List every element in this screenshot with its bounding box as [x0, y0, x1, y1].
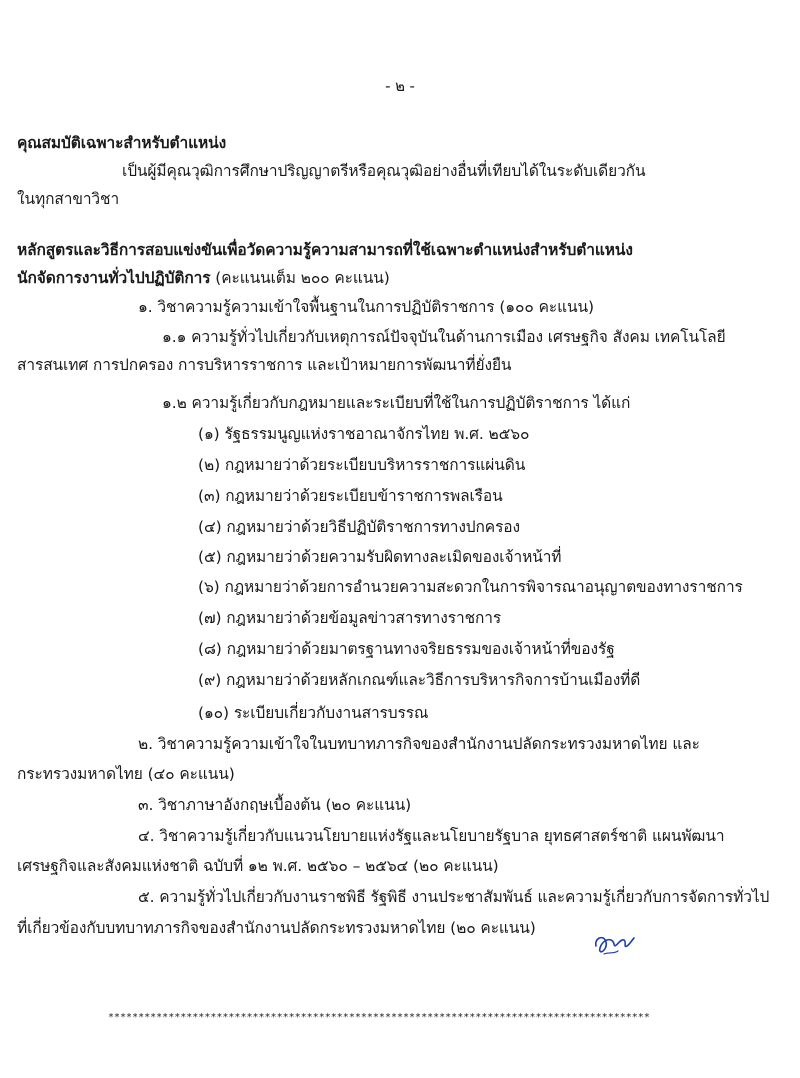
- qualification-text-line2: ในทุกสาขาวิชา: [17, 190, 120, 208]
- subject-1-1-line2: สารสนเทศ การปกครอง การบริหารราชการ และเป้าหมายการพัฒนาที่ยั่งยืน: [17, 356, 512, 374]
- subject-2-line1: ๒. วิชาความรู้ความเข้าใจในบทบาทภารกิจของสำนักงานปลัดกระทรวงมหาดไทย และ: [138, 735, 700, 753]
- separator-line: ******************************************************************************************: [108, 1012, 650, 1023]
- law-item: (๕) กฎหมายว่าด้วยความรับผิดทางละเมิดของเจ้าหน้าที่: [198, 548, 562, 566]
- law-item: (๖) กฎหมายว่าด้วยการอำนวยความสะดวกในการพิจารณาอนุญาตของทางราชการ: [198, 578, 743, 596]
- subject-4-line1: ๔. วิชาความรู้เกี่ยวกับแนวนโยบายแห่งรัฐและนโยบายรัฐบาล ยุทธศาสตร์ชาติ แผนพัฒนา: [138, 827, 725, 845]
- subject-1-2: ๑.๒ ความรู้เกี่ยวกับกฎหมายและระเบียบที่ใช้ในการปฏิบัติราชการ ได้แก่: [162, 394, 631, 412]
- position-title: นักจัดการงานทั่วไปปฏิบัติการ: [17, 269, 211, 287]
- qualification-heading: คุณสมบัติเฉพาะสำหรับตำแหน่ง: [17, 134, 227, 152]
- law-item: (๓) กฎหมายว่าด้วยระเบียบข้าราชการพลเรือน: [198, 487, 503, 505]
- law-item: (๙) กฎหมายว่าด้วยหลักเกณฑ์และวิธีการบริหารกิจการบ้านเมืองที่ดี: [198, 671, 641, 689]
- subject-3: ๓. วิชาภาษาอังกฤษเบื้องต้น (๒๐ คะแนน): [138, 796, 412, 814]
- subject-5-line1: ๕. ความรู้ทั่วไปเกี่ยวกับงานราชพิธี รัฐพิธี งานประชาสัมพันธ์ และความรู้เกี่ยวกับการจัดการทั่วไป: [138, 888, 770, 906]
- law-item: (๑) รัฐธรรมนูญแห่งราชอาณาจักรไทย พ.ศ. ๒๕๖๐: [198, 425, 530, 443]
- subject-2-line2: กระทรวงมหาดไทย (๔๐ คะแนน): [17, 765, 235, 783]
- qualification-text-line1: เป็นผู้มีคุณวุฒิการศึกษาปริญญาตรีหรือคุณวุฒิอย่างอื่นที่เทียบได้ในระดับเดียวกัน: [122, 162, 646, 180]
- page-number: - ๒ -: [385, 77, 415, 95]
- exam-heading-line1: หลักสูตรและวิธีการสอบแข่งขันเพื่อวัดความรู้ความสามารถที่ใช้เฉพาะตำแหน่งสำหรับตำแหน่ง: [17, 241, 633, 259]
- subject-5-line2: ที่เกี่ยวข้องกับบทบาทภารกิจของสำนักงานปลัดกระทรวงมหาดไทย (๒๐ คะแนน): [17, 919, 536, 937]
- law-item: (๒) กฎหมายว่าด้วยระเบียบบริหารราชการแผ่นดิน: [198, 456, 526, 474]
- signature-mark: [590, 924, 636, 960]
- subject-4-line2: เศรษฐกิจและสังคมแห่งชาติ ฉบับที่ ๑๒ พ.ศ. ๒๕๖๐ – ๒๕๖๔ (๒๐ คะแนน): [17, 857, 499, 875]
- subject-1-1-line1: ๑.๑ ความรู้ทั่วไปเกี่ยวกับเหตุการณ์ปัจจุบันในด้านการเมือง เศรษฐกิจ สังคม เทคโนโลยี: [162, 328, 726, 346]
- subject-1: ๑. วิชาความรู้ความเข้าใจพื้นฐานในการปฏิบัติราชการ (๑๐๐ คะแนน): [138, 298, 594, 316]
- law-item: (๑๐) ระเบียบเกี่ยวกับงานสารบรรณ: [198, 704, 429, 722]
- law-item: (๔) กฎหมายว่าด้วยวิธีปฏิบัติราชการทางปกครอง: [198, 518, 520, 536]
- law-item: (๘) กฎหมายว่าด้วยมาตรฐานทางจริยธรรมของเจ้าหน้าที่ของรัฐ: [198, 640, 615, 658]
- total-score: (คะแนนเต็ม ๒๐๐ คะแนน): [210, 269, 390, 287]
- law-item: (๗) กฎหมายว่าด้วยข้อมูลข่าวสารทางราชการ: [198, 609, 502, 627]
- exam-heading-line2: [17, 268, 390, 288]
